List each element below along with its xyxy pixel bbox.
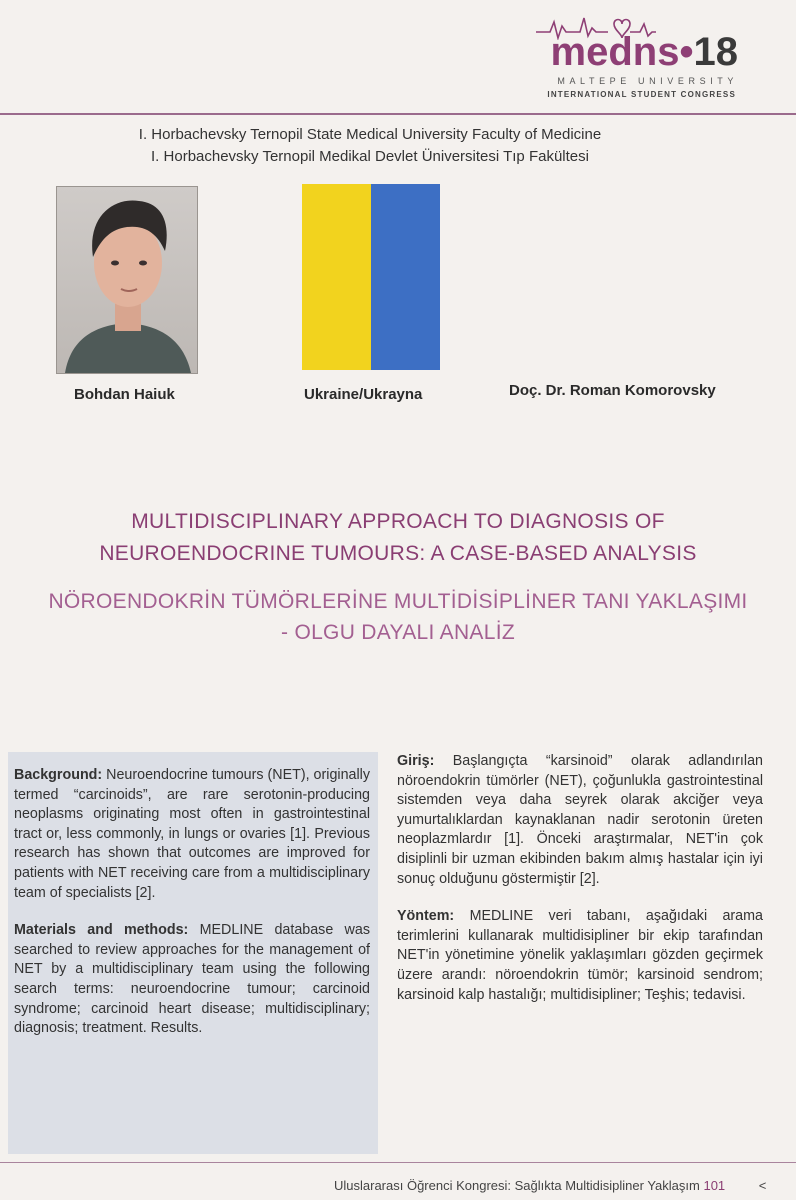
background-paragraph [14, 766, 370, 903]
flag-blue-stripe [371, 184, 440, 370]
logo-congress: INTERNATIONAL STUDENT CONGRESS [547, 90, 736, 99]
affiliation-tr: I. Horbachevsky Ternopil Medikal Devlet Üniversitesi Tıp Fakültesi [151, 148, 589, 165]
title-en-line2: NEUROENDOCRINE TUMOURS: A CASE-BASED ANALYSIS [99, 542, 697, 565]
logo-wordmark [551, 30, 738, 74]
logo-university: MALTEPE UNIVERSITY [557, 76, 738, 86]
turkish-abstract [397, 752, 763, 1005]
page-number: 101 [703, 1178, 726, 1193]
methods-heading: Materials and methods: [14, 922, 189, 939]
method-paragraph-tr [397, 907, 763, 1005]
student-photo [56, 186, 198, 374]
footer-divider [0, 1162, 796, 1163]
logo-dot: • [679, 30, 694, 74]
methods-paragraph [14, 921, 370, 1039]
title-tr-line2: - OLGU DAYALI ANALİZ [281, 621, 515, 644]
background-heading: Background: [14, 767, 103, 783]
flag-yellow-stripe [302, 184, 371, 370]
header-divider [0, 113, 796, 115]
intro-text: Başlangıçta “karsinoid” olarak adlandırılan nöroendokrin tümörler (NET), çoğunlukla gastrointestinal sistemden veya daha seyrek olarak akciğer veya yumurtalıklardan kaynaklanan nadir serotonin üreten neoplazmlardır [1]. Önceki araştırmalar, NET'in çok disiplinli bir uzman ekibinden bakım almış hastalar için iyi sonuç olduğunu göstermiştir [2]. [397, 753, 763, 887]
logo-left: medns [550, 30, 680, 74]
title-en-line1: MULTIDISCIPLINARY APPROACH TO DIAGNOSIS OF [131, 510, 665, 533]
country-name: Ukraine/Ukrayna [304, 386, 423, 403]
intro-heading: Giriş: [397, 753, 435, 769]
background-text: Neuroendocrine tumours (NET), originally termed “carcinoids”, are rare serotonin-producing neoplasms originating most often in gastrointestinal tract or, less commonly, in lungs or ovaries [1]. Previous research has shown that outcomes are improved for patients with NET receiving care from a multidisciplinary team of specialists [2]. [14, 767, 370, 901]
footer-text: Uluslararası Öğrenci Kongresi: Sağlıkta Multidisipliner Yaklaşım [334, 1178, 700, 1193]
ukraine-flag [302, 184, 440, 370]
methods-text: MEDLINE database was searched to review approaches for the management of NET by a multidisciplinary team using the following search terms: neuroendocrine tumour; carcinoid syndrome; carcinoid heart disease; multidisciplinary; diagnosis; treatment. Results. [14, 922, 370, 1037]
supervisor-name: Doç. Dr. Roman Komorovsky [509, 382, 716, 399]
logo-year: 18 [693, 30, 738, 74]
english-abstract-box [8, 752, 378, 1154]
page-footer [334, 1178, 766, 1193]
affiliation-en: I. Horbachevsky Ternopil State Medical University Faculty of Medicine [138, 126, 602, 143]
student-name: Bohdan Haiuk [74, 386, 175, 403]
method-heading-tr: Yöntem: [397, 908, 455, 925]
intro-paragraph [397, 752, 763, 889]
method-text-tr: MEDLINE veri tabanı, aşağıdaki arama terimlerini kullanarak multidisipliner bir ekip tarafından NET'in yönetimine yönelik yaklaşımları gözden geçirmek üzere arandı: nöroendokrin tümör; karsinoid sendrom; karsinoid kalp hastalığı; multidisipliner; Teşhis; tedavisi. [397, 908, 763, 1003]
chevron-left-icon: < [758, 1178, 767, 1193]
title-tr-line1: NÖROENDOKRİN TÜMÖRLERİNE MULTİDİSİPLİNER TANI YAKLAŞIMI [48, 590, 748, 613]
